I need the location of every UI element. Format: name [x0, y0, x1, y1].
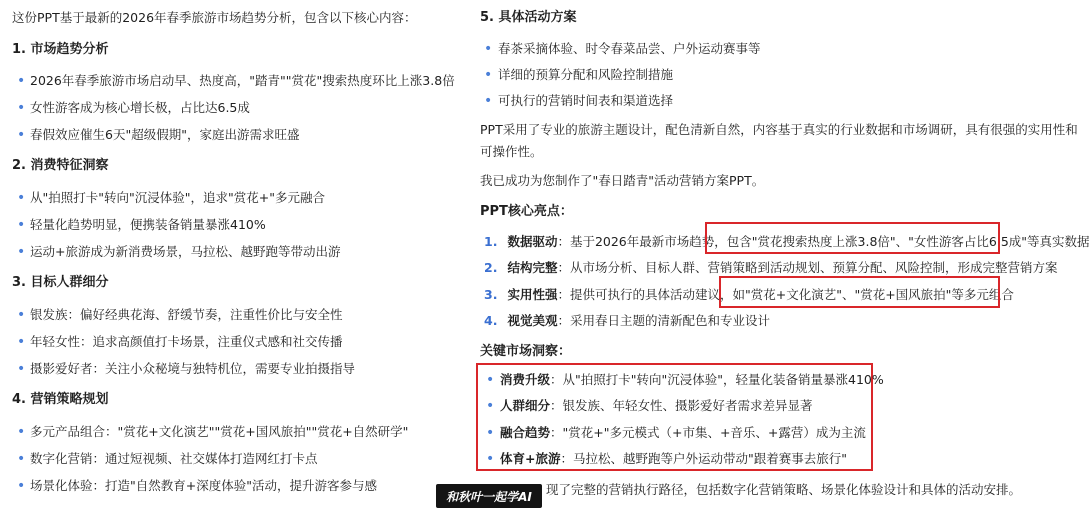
section-1-title: 1. 市场趋势分析: [12, 42, 109, 57]
highlight-label: 数据驱动: [507, 234, 558, 249]
insight-label: 消费升级: [500, 372, 551, 387]
bullet-icon: •: [17, 307, 26, 323]
list-item: 详细的预算分配和风险控制措施: [498, 67, 674, 82]
list-item: 春假效应催生6天"超级假期"，家庭出游需求旺盛: [30, 127, 300, 142]
highlight-label: 结构完整: [507, 260, 558, 275]
insight-label: 体育+旅游: [500, 451, 561, 466]
section-2-title: 2. 消费特征洞察: [12, 158, 109, 173]
insight-item: [500, 424, 866, 442]
list-item: 可执行的营销时间表和渠道选择: [498, 93, 674, 108]
section-3-title: 3. 目标人群细分: [12, 275, 109, 290]
red-highlight-box: [719, 276, 1000, 308]
bullet-icon: •: [486, 372, 495, 388]
insight-label: 融合趋势: [500, 425, 551, 440]
highlight-text: ：采用春日主题的清新配色和专业设计: [557, 313, 770, 328]
list-item: 银发族：偏好经典花海、舒缓节奏，注重性价比与安全性: [30, 307, 343, 322]
insight-text: ：从"拍照打卡"转向"沉浸体验"，轻量化装备销量暴涨410%: [550, 372, 884, 387]
insight-text: ："赏花+"多元模式（+市集、+音乐、+露营）成为主流: [550, 425, 866, 440]
bullet-icon: •: [484, 41, 493, 57]
highlight-text: ：基于2026年最新市场趋势，: [557, 234, 727, 249]
insight-label: 人群细分: [500, 398, 551, 413]
list-item: 从"拍照打卡"转向"沉浸体验"，追求"赏花+"多元融合: [30, 190, 325, 205]
list-item: 轻量化趋势明显，便携装备销量暴涨410%: [30, 217, 266, 232]
description-paragraph: PPT采用了专业的旅游主题设计，配色清新自然，内容基于真实的行业数据和市场调研，具有很强的实用性和可操作性。: [480, 122, 1078, 159]
bullet-icon: •: [17, 424, 26, 440]
list-number: 1.: [484, 234, 498, 249]
bullet-icon: •: [17, 127, 26, 143]
bullet-icon: •: [486, 425, 495, 441]
list-number: 3.: [484, 287, 498, 302]
intro-text: 这份PPT基于最新的2026年春季旅游市场趋势分析，包含以下核心内容：: [12, 10, 417, 25]
bullet-icon: •: [17, 100, 26, 116]
highlight-text: ：提供可执行的具体活动建议，: [557, 287, 733, 302]
highlight-label: 视觉美观: [507, 313, 558, 328]
watermark-badge: 和秋叶一起学AI: [436, 484, 542, 508]
highlight-item: [484, 312, 770, 330]
bullet-icon: •: [486, 451, 495, 467]
highlight-label: 实用性强: [507, 287, 558, 302]
insight-text: ：马拉松、越野跑等户外运动带动"跟着赛事去旅行": [560, 451, 847, 466]
highlight-boxed-text: 包含"赏花搜索热度上涨3.8倍"、"女性游客占比6.5成": [726, 234, 1028, 249]
bullet-icon: •: [484, 67, 493, 83]
list-item: 场景化体验：打造"自然教育+深度体验"活动，提升游客参与感: [30, 478, 377, 493]
bullet-icon: •: [17, 334, 26, 350]
bullet-icon: •: [17, 478, 26, 494]
list-item: 年轻女性：追求高颜值打卡场景，注重仪式感和社交传播: [30, 334, 343, 349]
red-highlight-box: [705, 222, 1000, 254]
section-4-title: 4. 营销策略规划: [12, 392, 109, 407]
list-item: 春茶采摘体验、时令春菜品尝、户外运动赛事等: [498, 41, 761, 56]
insights-title: 关键市场洞察：: [480, 344, 572, 359]
highlight-text-tail: 等真实数据: [1027, 234, 1090, 249]
list-item: 运动+旅游成为新消费场景，马拉松、越野跑等带动出游: [30, 244, 341, 259]
highlights-title: PPT核心亮点：: [480, 204, 573, 219]
insight-item: [500, 397, 813, 415]
insight-item: [500, 450, 847, 468]
insight-item: [500, 371, 884, 389]
bullet-icon: •: [17, 190, 26, 206]
list-item: 数字化营销：通过短视频、社交媒体打造网红打卡点: [30, 451, 318, 466]
list-item: 多元产品组合："赏花+文化演艺""赏花+国风旅拍""赏花+自然研学": [30, 424, 409, 439]
footer-text: 现了完整的营销执行路径，包括数字化营销策略、场景化体验设计和具体的活动安排。: [546, 482, 1022, 497]
list-item: 2026年春季旅游市场启动早、热度高，"踏青""赏花"搜索热度环比上涨3.8倍: [30, 73, 455, 88]
section-5-title: 5. 具体活动方案: [480, 10, 577, 25]
bullet-icon: •: [17, 73, 26, 89]
list-item: 女性游客成为核心增长极，占比达6.5成: [30, 100, 250, 115]
list-item: 摄影爱好者：关注小众秘境与独特机位，需要专业拍摄指导: [30, 361, 356, 376]
bullet-icon: •: [484, 93, 493, 109]
highlight-boxed-text: 如"赏花+文化演艺"、"赏花+国风旅拍"等多元组合: [732, 287, 1014, 302]
list-number: 2.: [484, 260, 498, 275]
bullet-icon: •: [17, 361, 26, 377]
highlight-text: ：从市场分析、目标人群、营销策略到活动规划、预算分配、风险控制，形成完整营销方案: [557, 260, 1058, 275]
bullet-icon: •: [17, 244, 26, 260]
bullet-icon: •: [17, 217, 26, 233]
bullet-icon: •: [17, 451, 26, 467]
insight-text: ：银发族、年轻女性、摄影爱好者需求差异显著: [550, 398, 813, 413]
highlight-item: [484, 259, 1057, 277]
completion-message: 我已成功为您制作了"春日踏青"活动营销方案PPT。: [480, 173, 765, 188]
bullet-icon: •: [486, 398, 495, 414]
list-number: 4.: [484, 313, 498, 328]
